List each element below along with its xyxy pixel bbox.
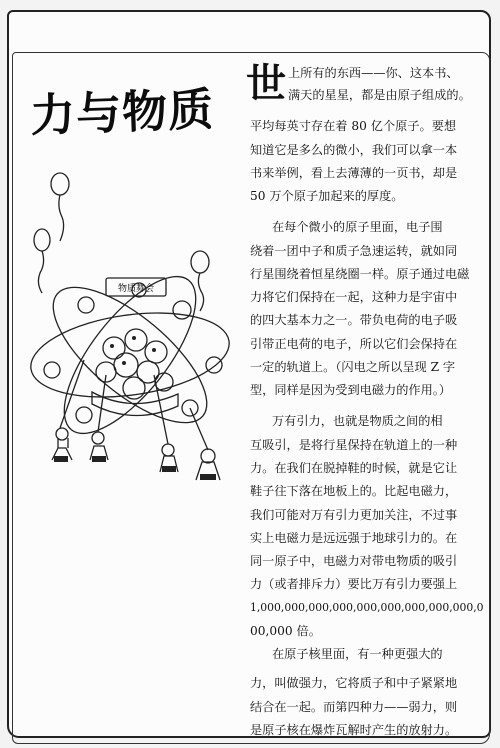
body-line: 型，同样是因为受到电磁力的作用。） (250, 383, 452, 397)
drop-cap: 世 (246, 60, 286, 107)
body-line: 是原子核在爆炸瓦解时产生的放射力。 (250, 723, 458, 737)
body-line: 绕着一团中子和质子急速运转，就如同 (250, 244, 458, 258)
body-line: 引带正电荷的电子，所以它们会保持在 (250, 337, 458, 351)
body-line: 上所有的东西——你、这本书、 (288, 66, 459, 80)
page-title: 力与物质 (29, 82, 216, 143)
balloon-icon (34, 229, 50, 251)
body-line: 00,000 倍。 (250, 624, 321, 638)
body-line: 平均每英寸存在着 80 亿个原子。要想 (250, 119, 457, 133)
body-line: 同一原子中，电磁力对带电物质的吸引 (250, 554, 458, 568)
body-line: 实上电磁力是远远强于地球引力的。在 (250, 531, 458, 545)
body-line: 行星围绕着恒星绕圈一样。原子通过电磁 (250, 267, 470, 281)
body-line: 力。在我们在脱掉鞋的时候，就是它让 (250, 461, 458, 475)
body-line: 万有引力，也就是物质之间的相 (272, 414, 443, 428)
body-line: 50 万个原子加起来的厚度。 (250, 189, 404, 203)
body-line: 力，叫做强力，它将质子和中子紧紧地 (250, 676, 458, 690)
body-line: 满天的星星，都是由原子组成的。 (288, 88, 471, 102)
body-line: 力（或者排斥力）要比万有引力要强上 (250, 577, 458, 591)
body-line: 在原子核里面，有一种更强大的 (272, 647, 443, 661)
body-line: 结合在一起。而第四种力——弱力，则 (250, 700, 458, 714)
body-line: 在每个微小的原子里面，电子围 (272, 220, 443, 234)
body-line: 一定的轨道上。（闪电之所以呈现 Z 字 (250, 360, 456, 374)
balloon-icon (191, 251, 209, 273)
illustration-sign-text: 物质舞会 (117, 284, 155, 294)
balloon-icon (51, 173, 69, 195)
body-line: 1,000,000,000,000,000,000,000,000,000,0 (250, 601, 484, 614)
body-line: 书来举例，看上去薄薄的一页书，却是 (250, 166, 458, 180)
body-line: 我们可能对万有引力更加关注，不过事 (250, 508, 458, 522)
body-line: 互吸引，是将行星保持在轨道上的一种 (250, 438, 458, 452)
body-line: 鞋子往下落在地板上的。比起电磁力， (250, 484, 458, 498)
body-line: 知道它是多么的微小，我们可以拿一本 (250, 143, 458, 157)
body-line: 的四大基本力之一。带负电荷的电子吸 (250, 313, 458, 327)
body-line: 力将它们保持在一起，这种力是宇宙中 (250, 290, 458, 304)
atom-dance-illustration (14, 160, 244, 505)
